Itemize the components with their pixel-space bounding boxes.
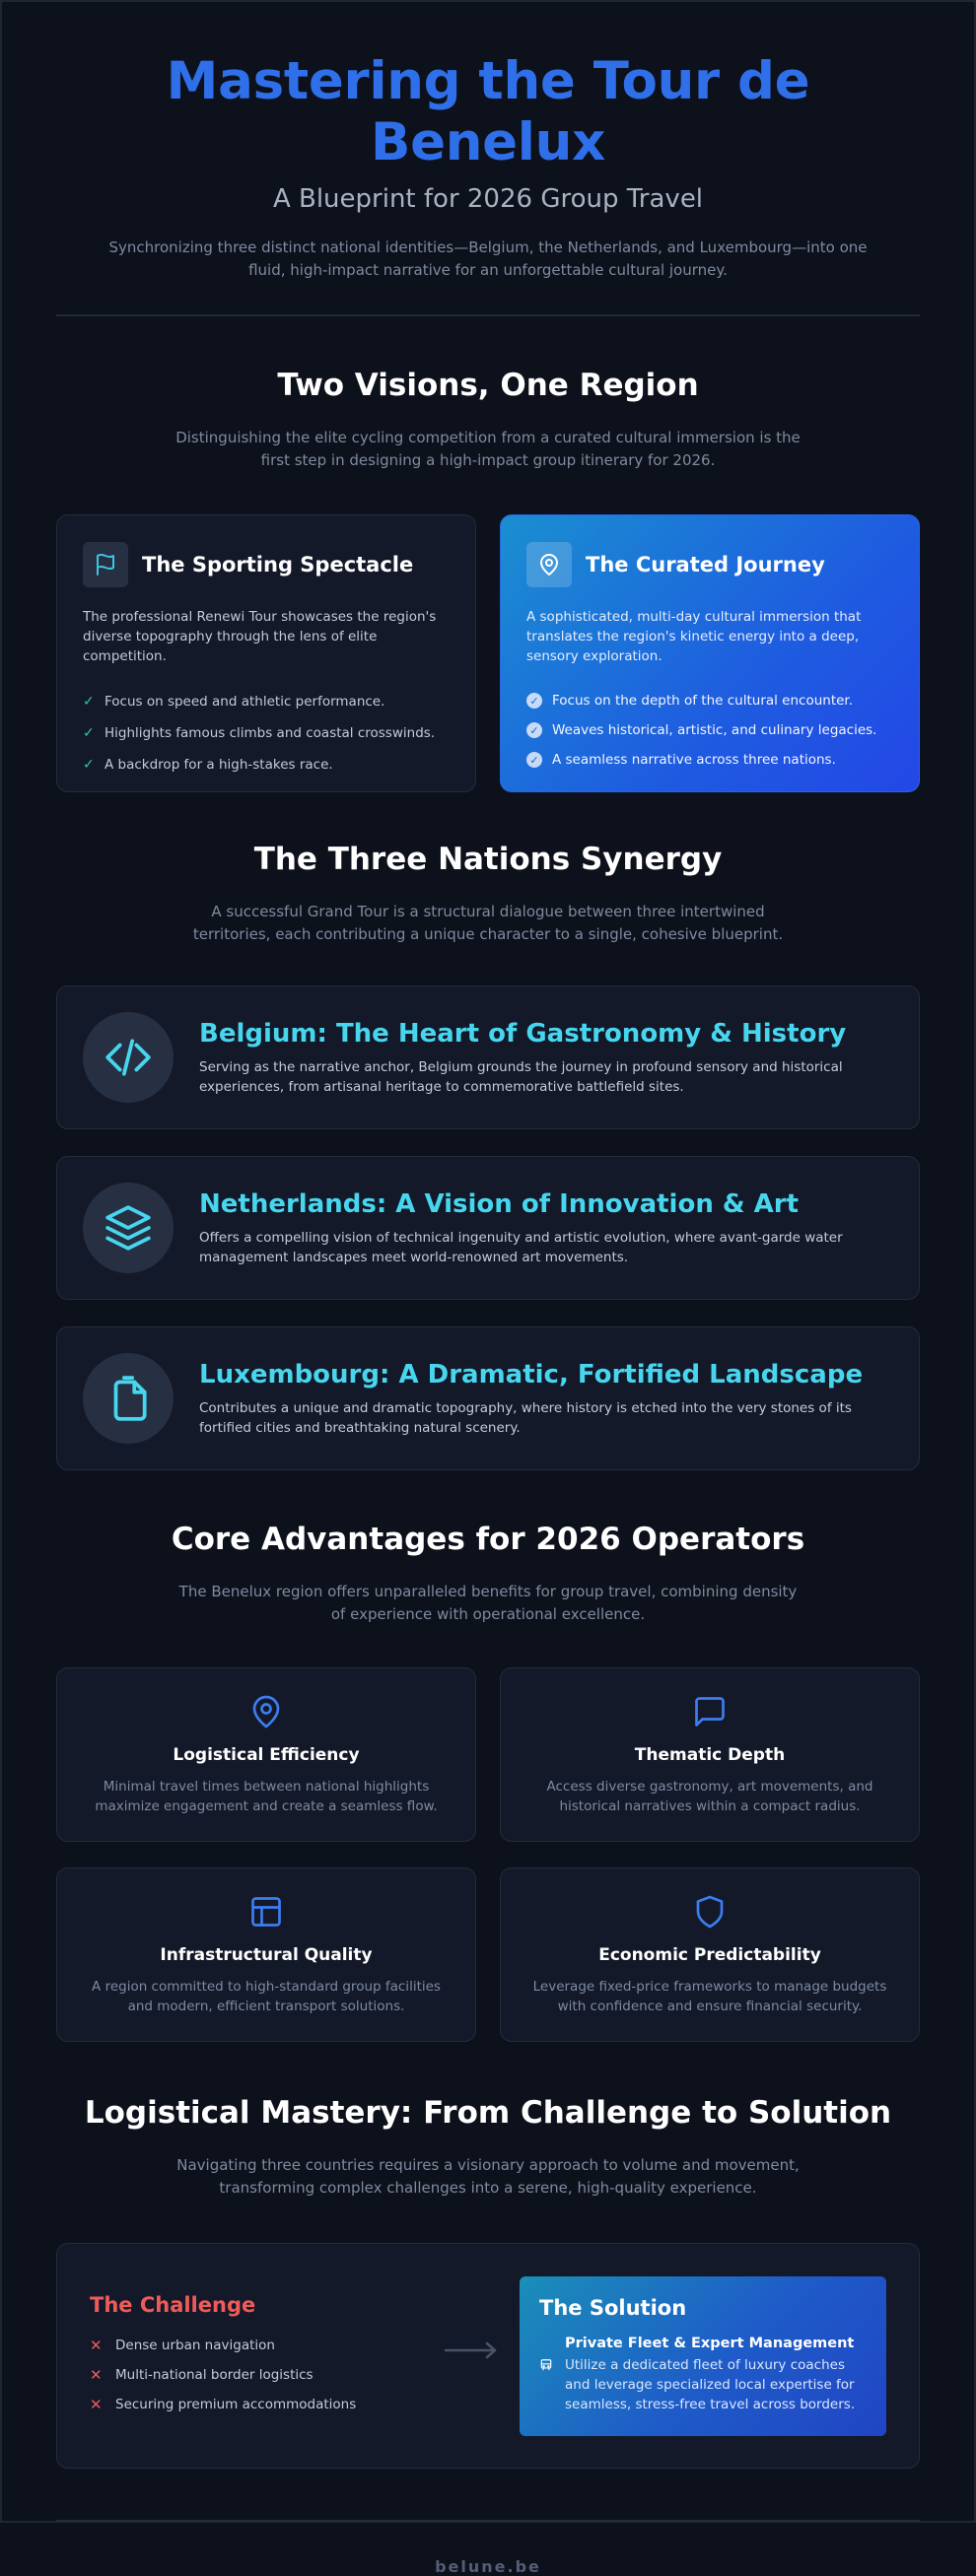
- advantages-description: The Benelux region offers unparalleled benefits for group travel, combining density of experience with operational excellence.: [178, 1583, 798, 1623]
- advantage-card-economic-predictability: [500, 1867, 920, 2042]
- arrow-right-icon: [442, 2340, 501, 2364]
- list-item-label: Securing premium accommodations: [115, 2397, 357, 2412]
- list-item: [526, 745, 893, 775]
- challenge-title: The Challenge: [90, 2293, 256, 2317]
- footer-divider: [56, 2520, 920, 2522]
- list-item-label: Focus on speed and athletic performance.: [105, 694, 385, 710]
- list-item-label: Dense urban navigation: [115, 2338, 275, 2353]
- x-icon: ✕: [90, 2396, 103, 2413]
- check-icon: ✓: [83, 694, 95, 710]
- nations-section: [56, 840, 920, 1470]
- list-item: [526, 686, 893, 715]
- advantage-text: Leverage fixed-price frameworks to manage budgets with confidence and ensure financial security.: [532, 1979, 887, 2014]
- check-circle-icon: ✓: [526, 752, 542, 768]
- advantages-title: Core Advantages for 2026 Operators: [171, 1522, 805, 1557]
- map-pin-icon: [526, 542, 572, 587]
- challenge-list: [90, 2331, 356, 2419]
- advantages-section: [56, 1520, 920, 2068]
- nations-description: A successful Grand Tour is a structural dialogue between three intertwined territories, each contributing a unique character to a single, cohesive blueprint.: [192, 903, 784, 943]
- nation-title: Luxembourg: A Dramatic, Fortified Landscape: [199, 1360, 864, 1390]
- x-icon: ✕: [90, 2366, 103, 2384]
- advantage-card-logistical-efficiency: [56, 1667, 476, 1842]
- nation-title: Netherlands: A Vision of Innovation & Art: [199, 1189, 799, 1219]
- card-title: The Sporting Spectacle: [142, 553, 414, 576]
- list-item-label: Weaves historical, artistic, and culinary legacies.: [552, 722, 877, 738]
- message-square-icon: [501, 1692, 919, 1731]
- nation-card-belgium: [56, 985, 920, 1129]
- page-subtitle: A Blueprint for 2026 Group Travel: [272, 184, 704, 214]
- logistics-section: [56, 2093, 920, 2469]
- list-item: [83, 717, 450, 749]
- files-icon: [83, 1353, 174, 1444]
- list-item: [90, 2331, 356, 2360]
- visions-title: Two Visions, One Region: [277, 368, 699, 403]
- card-header: [83, 542, 450, 587]
- nation-title: Belgium: The Heart of Gastronomy & History: [199, 1019, 847, 1049]
- map-pin-icon: [57, 1692, 475, 1731]
- layers-icon: [83, 1183, 174, 1273]
- divider: [56, 314, 920, 316]
- list-item-label: Focus on the depth of the cultural encounter.: [552, 693, 854, 709]
- card-header: [526, 542, 893, 587]
- card-text: The professional Renewi Tour showcases the region's diverse topography through the lens of elite competition.: [83, 609, 437, 664]
- list-item-label: A backdrop for a high-stakes race.: [105, 757, 333, 773]
- x-icon: ✕: [90, 2337, 103, 2354]
- list-item-label: Multi-national border logistics: [115, 2367, 314, 2383]
- logistics-description: Navigating three countries requires a visionary approach to volume and movement, transforming complex challenges into a serene, high-quality experience.: [176, 2156, 800, 2197]
- visions-description: Distinguishing the elite cycling competition from a curated cultural immersion is the first step in designing a high-impact group itinerary for 2026.: [175, 429, 801, 469]
- advantage-title: Economic Predictability: [598, 1945, 821, 1965]
- list-item: [83, 749, 450, 780]
- nations-title: The Three Nations Synergy: [253, 842, 723, 877]
- advantage-title: Thematic Depth: [634, 1745, 786, 1765]
- solution-heading: Private Fleet & Expert Management: [565, 2336, 855, 2351]
- list-item: [90, 2390, 356, 2419]
- list-item: [83, 686, 450, 717]
- check-circle-icon: ✓: [526, 693, 542, 709]
- solution-block: [520, 2276, 886, 2436]
- card-title: The Curated Journey: [586, 553, 825, 576]
- footer-brand: belune.be: [435, 2557, 541, 2576]
- shield-icon: [501, 1892, 919, 1932]
- bus-icon: [539, 2336, 565, 2414]
- curated-list: [526, 686, 893, 775]
- advantage-card-infrastructural-quality: [56, 1867, 476, 2042]
- list-item: [90, 2360, 356, 2390]
- solution-title: The Solution: [539, 2296, 687, 2320]
- advantage-title: Infrastructural Quality: [160, 1945, 373, 1965]
- nations-list: [56, 985, 920, 1470]
- curated-journey-card: [500, 514, 920, 792]
- check-icon: ✓: [83, 725, 95, 741]
- list-item-label: Highlights famous climbs and coastal crosswinds.: [105, 725, 436, 741]
- advantages-grid: [56, 1667, 920, 2068]
- visions-cards: [56, 514, 920, 792]
- advantage-text: Access diverse gastronomy, art movements, and historical narratives within a compact radius.: [546, 1779, 873, 1814]
- visions-section: [56, 366, 920, 792]
- code-icon: [83, 1012, 174, 1103]
- advantage-text: Minimal travel times between national highlights maximize engagement and create a seamless flow.: [95, 1779, 438, 1814]
- sporting-spectacle-card: [56, 514, 476, 792]
- check-icon: ✓: [83, 757, 95, 773]
- solution-body: [539, 2336, 867, 2414]
- solution-text: Utilize a dedicated fleet of luxury coaches and leverage specialized local expertise for seamless, stress-free travel across borders.: [565, 2357, 856, 2412]
- challenge-block: [90, 2293, 356, 2419]
- page-title: Mastering the Tour de Benelux: [166, 51, 810, 172]
- advantage-card-thematic-depth: [500, 1667, 920, 1842]
- nation-card-luxembourg: [56, 1326, 920, 1470]
- page-content: [56, 2, 920, 2576]
- list-item-label: A seamless narrative across three nations.: [552, 752, 836, 768]
- advantage-title: Logistical Efficiency: [173, 1745, 360, 1765]
- nation-text: Serving as the narrative anchor, Belgium grounds the journey in profound sensory and historical experiences, from artisanal heritage to commemorative battlefield sites.: [199, 1059, 843, 1095]
- layout-icon: [57, 1892, 475, 1932]
- nation-card-netherlands: [56, 1156, 920, 1300]
- sporting-list: [83, 686, 450, 780]
- challenge-solution-panel: [56, 2243, 920, 2469]
- card-text: A sophisticated, multi-day cultural immersion that translates the region's kinetic energy into a deep, sensory exploration.: [526, 609, 862, 664]
- advantage-text: A region committed to high-standard group facilities and modern, efficient transport solutions.: [92, 1979, 441, 2014]
- flag-icon: [83, 542, 128, 587]
- check-circle-icon: ✓: [526, 722, 542, 738]
- logistics-title: Logistical Mastery: From Challenge to Solution: [84, 2095, 892, 2131]
- hero-description: Synchronizing three distinct national identities—Belgium, the Netherlands, and Luxembourg—into one fluid, high-impact narrative for an unforgettable cultural journey.: [108, 238, 868, 279]
- list-item: [526, 715, 893, 745]
- nation-text: Offers a compelling vision of technical ingenuity and artistic evolution, where avant-garde water management landscapes meet world-renowned art movements.: [199, 1230, 843, 1265]
- nation-text: Contributes a unique and dramatic topography, where history is etched into the very stones of its fortified cities and breathtaking natural scenery.: [199, 1400, 852, 1436]
- hero: [56, 2, 920, 282]
